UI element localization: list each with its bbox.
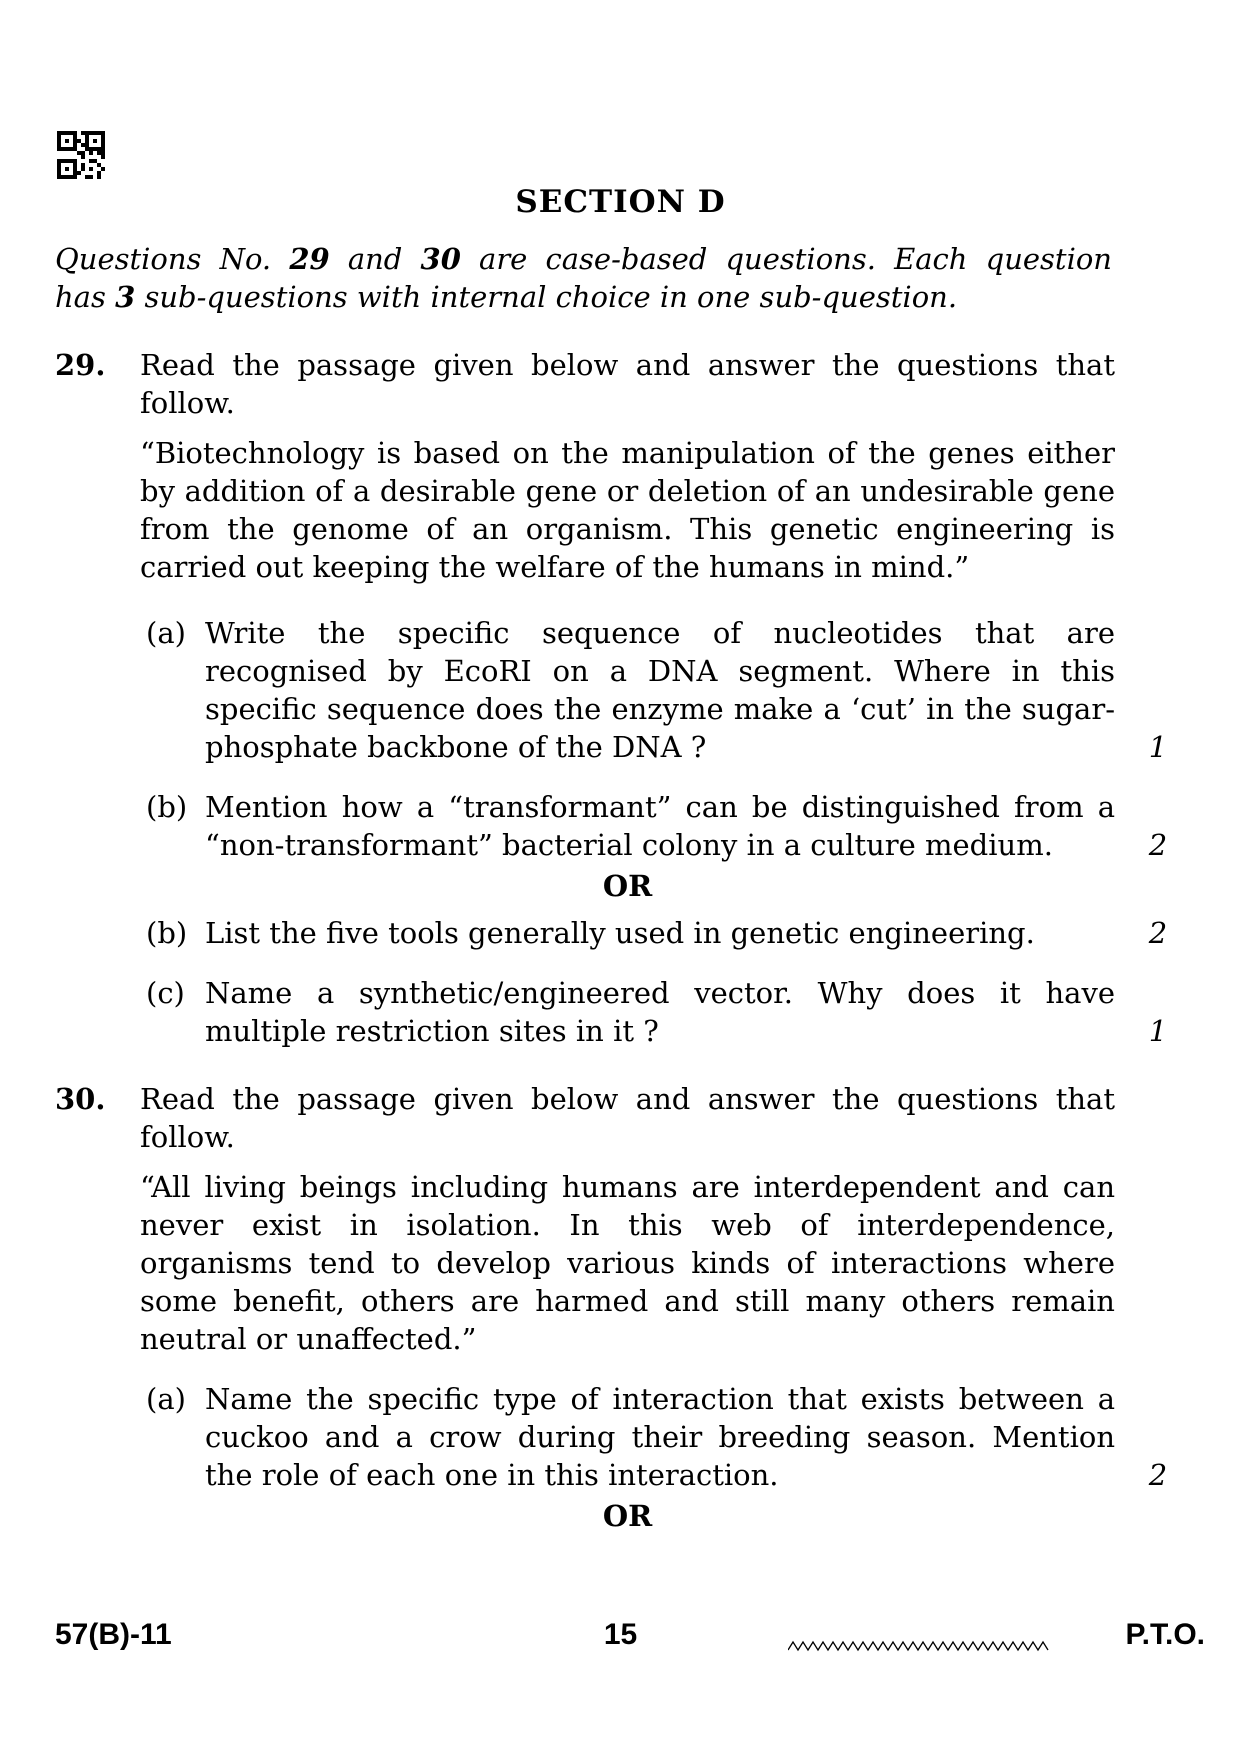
question-29 <box>55 346 1186 1050</box>
part-text: Write the specific sequence of nucleotides that are recognised by EcoRI on a DNA segment. Where in this specific sequence does the enzyme make a ‘cut’ in the sugar-phosphate backbone of the DNA ? <box>205 616 1115 764</box>
part-label: (b) <box>146 790 188 824</box>
question-30-instruction: Read the passage given below and answer the questions that follow. <box>140 1082 1115 1154</box>
part-label: (b) <box>146 916 188 950</box>
question-29-part-a <box>140 614 1168 766</box>
part-text: Mention how a “transformant” can be distinguished from a “non-transformant” bacterial colony in a culture medium. <box>205 790 1115 862</box>
instructions-text: and <box>329 242 421 276</box>
marks-value: 2 <box>1148 1458 1168 1492</box>
question-30-body <box>140 1080 1168 1540</box>
part-label: (a) <box>146 1382 186 1416</box>
question-30-number: 30. <box>55 1082 106 1116</box>
page-footer <box>0 1618 1241 1658</box>
marks-value: 1 <box>1148 730 1168 764</box>
instructions-line-2 <box>55 278 1112 316</box>
marks-value: 1 <box>1148 1014 1168 1048</box>
question-number-ref: 30 <box>420 242 461 276</box>
question-29-body <box>140 346 1168 1050</box>
question-29-instruction: Read the passage given below and answer the questions that follow. <box>140 348 1115 420</box>
part-label: (a) <box>146 616 186 650</box>
question-29-number: 29. <box>55 348 106 382</box>
instructions-text: are case-based questions. Each question <box>460 242 1112 276</box>
instructions-text: sub-questions with internal choice in one sub-question. <box>135 280 958 314</box>
instructions-text: has <box>55 280 116 314</box>
or-separator: OR <box>602 869 653 903</box>
part-text: Name the specific type of interaction that exists between a cuckoo and a crow during their breeding season. Mention the role of each one in this interaction. <box>205 1382 1115 1492</box>
question-number-ref: 29 <box>289 242 330 276</box>
part-text: Name a synthetic/engineered vector. Why does it have multiple restriction sites in it ? <box>205 976 1115 1048</box>
question-30-part-a <box>140 1380 1168 1494</box>
paper-code: 57(B)-11 <box>55 1618 172 1651</box>
question-29-part-c <box>140 974 1168 1050</box>
marks-value: 2 <box>1148 916 1168 950</box>
question-30 <box>55 1080 1186 1540</box>
instructions-line-1 <box>55 240 1112 278</box>
part-label: (c) <box>146 976 185 1010</box>
question-29-passage: “Biotechnology is based on the manipulation of the genes either by addition of a desirable gene or deletion of an undesirable gene from the genome of an organism. This genetic engineering is carried out keeping the welfare of the humans in mind.” <box>140 436 1115 584</box>
question-30-passage: “All living beings including humans are interdependent and can never exist in isolation. In this web of interdependence, organisms tend to develop various kinds of interactions where some benefit, others are harmed and still many others remain neutral or unaffected.” <box>140 1170 1115 1356</box>
page-number: 15 <box>603 1618 638 1651</box>
or-separator: OR <box>602 1499 653 1533</box>
marks-value: 2 <box>1148 828 1168 862</box>
subquestion-count: 3 <box>115 280 136 314</box>
page-content <box>55 182 1186 1540</box>
section-heading: SECTION D <box>515 184 726 220</box>
pto-label: P.T.O. <box>1125 1618 1205 1651</box>
qr-code-graphic <box>57 131 105 179</box>
question-29-part-b-alt <box>140 914 1168 952</box>
zigzag-divider <box>788 1628 1068 1662</box>
question-29-part-b <box>140 788 1168 864</box>
instructions-text: Questions No. <box>55 242 290 276</box>
part-text: List the five tools generally used in genetic engineering. <box>205 916 1035 950</box>
section-instructions <box>55 240 1112 316</box>
qr-code <box>57 131 105 179</box>
